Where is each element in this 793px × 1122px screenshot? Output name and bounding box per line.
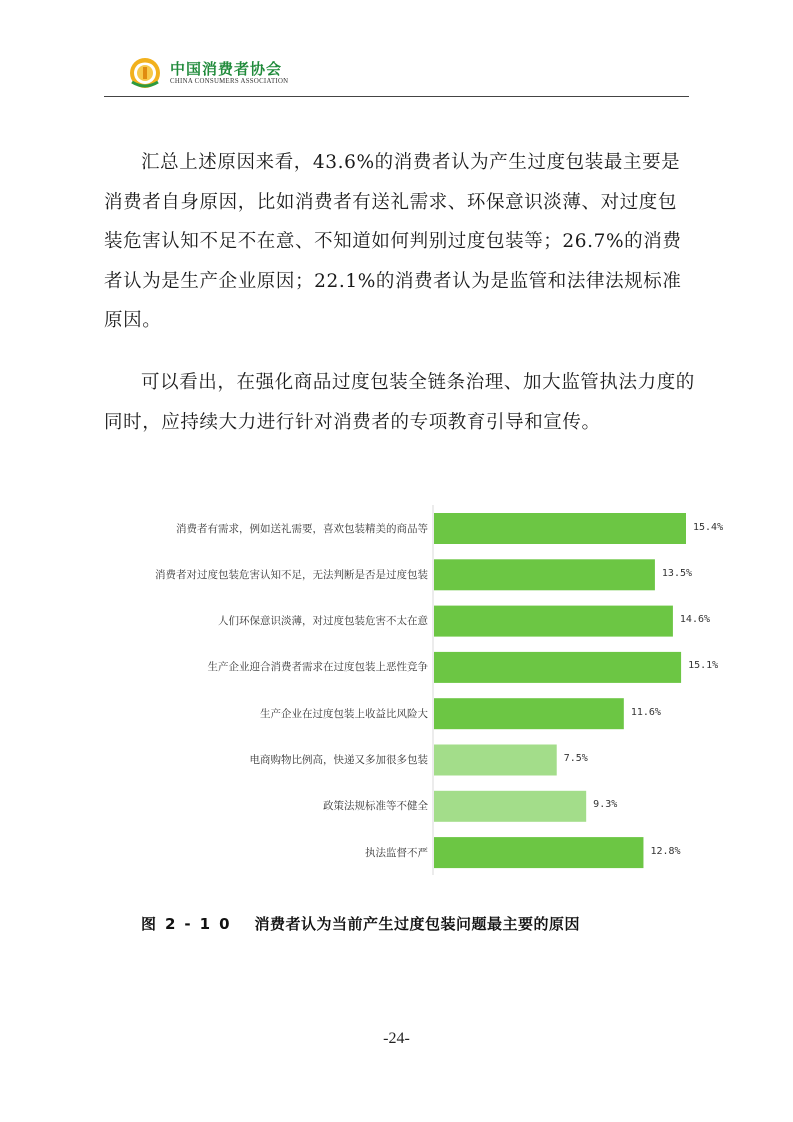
chart-value-label: 14.6%: [679, 614, 711, 626]
chart-bar: [434, 698, 624, 729]
body-paragraph-2: 可以看出，在强化商品过度包装全链条治理、加大监管执法力度的同时，应持续大力进行针对消费者的专项教育引导和宣传。: [104, 372, 695, 433]
chart-value-label: 13.5%: [661, 567, 693, 579]
chart-value-label: 9.3%: [593, 799, 618, 811]
chart-bar: [434, 606, 673, 637]
figure-caption-text: 消费者认为当前产生过度包装问题最主要的原因: [254, 915, 581, 933]
chart-bar: [434, 652, 681, 683]
cca-emblem-icon: [126, 56, 164, 90]
chart-category-label: 消费者有需求，例如送礼需要，喜欢包装精美的商品等: [176, 522, 428, 535]
figure-number: 图2-10: [141, 915, 239, 933]
chart-value-label: 12.8%: [650, 845, 681, 857]
chart-value-label: 15.4%: [693, 521, 724, 533]
chart-category-label: 人们环保意识淡薄，对过度包装危害不太在意: [218, 615, 428, 628]
figure-caption: [141, 913, 701, 934]
chart-bar: [434, 745, 557, 776]
chart-category-label: 消费者对过度包装危害认知不足，无法判断是否是过度包装: [155, 568, 428, 581]
chart-bar: [434, 837, 643, 868]
chart-category-label: 电商购物比例高，快递又多加很多包装: [249, 754, 428, 766]
chart-bar: [434, 791, 586, 822]
chart-canvas: [100, 500, 720, 880]
chart-value-label: 7.5%: [563, 753, 588, 764]
chart-category-label: 生产企业迎合消费者需求在过度包装上恶性竞争: [207, 661, 428, 674]
page-number: -24-: [383, 1030, 410, 1047]
chart-bar: [434, 559, 655, 590]
chart-category-label: 执法监督不严: [365, 846, 428, 859]
chart-category-label: 生产企业在过度包装上收益比风险大: [260, 707, 428, 720]
org-name: 中国消费者协会: [170, 60, 283, 78]
body-paragraph-1: 汇总上述原因来看，43.6%的消费者认为产生过度包装最主要是消费者自身原因，比如消费者有送礼需求、环保意识淡薄、对过度包装危害认知不足不在意、不知道如何判别过度包装等；26.7%的消费者认为是生产企业原因；22.1%的消费者认为是监管和法律法规标准原因。: [104, 152, 682, 331]
bar-chart: [100, 500, 724, 880]
chart-bar: [434, 513, 686, 544]
chart-category-label: 政策法规标准等不健全: [323, 800, 428, 813]
org-name-en: CHINA CONSUMERS ASSOCIATION: [170, 78, 289, 85]
chart-value-label: 15.1%: [688, 660, 719, 672]
chart-value-label: 11.6%: [630, 706, 661, 718]
header-divider: [104, 96, 689, 97]
